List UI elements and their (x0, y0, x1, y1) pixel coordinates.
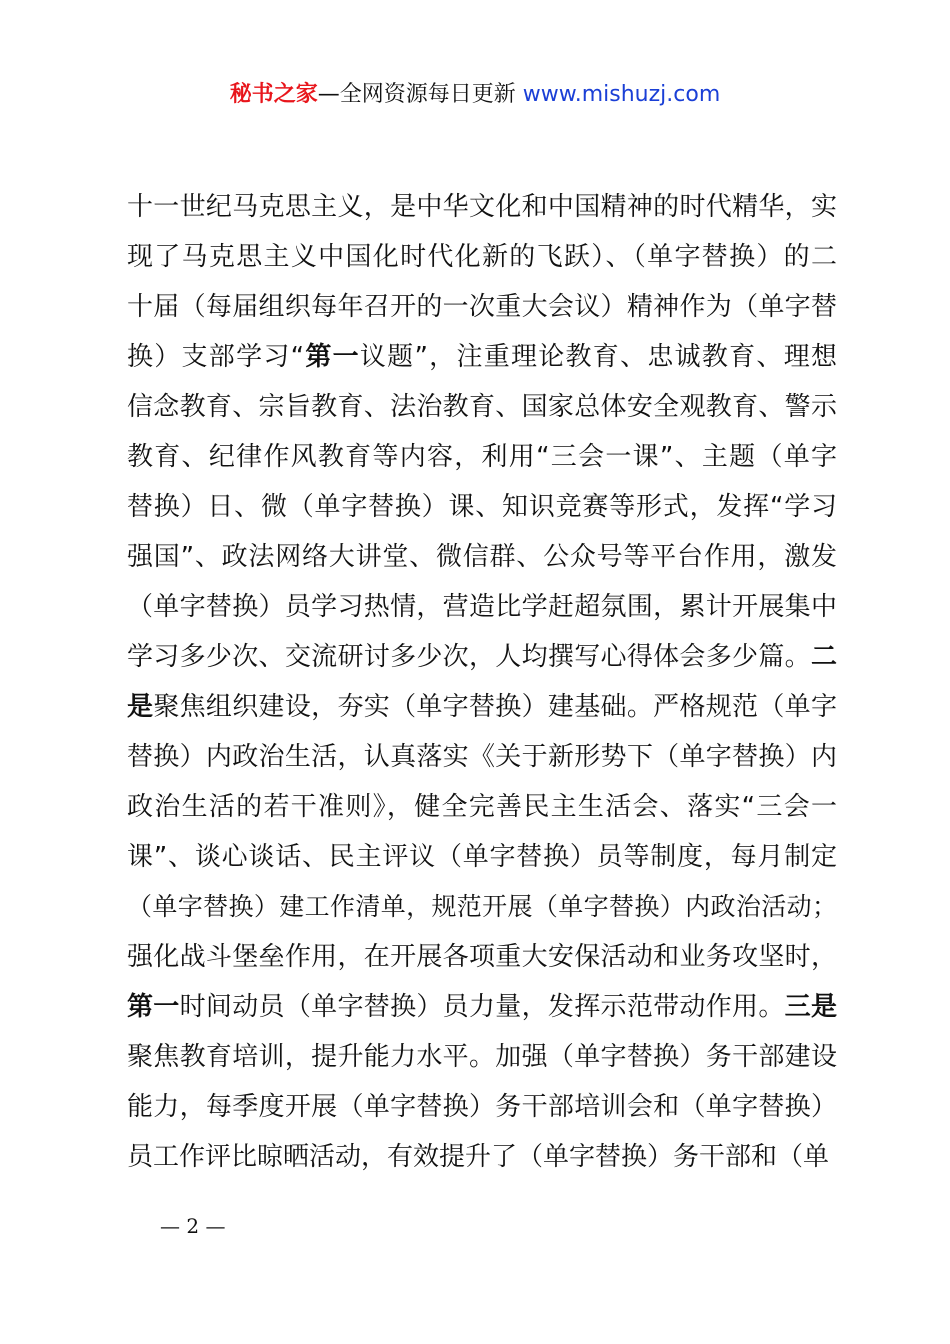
document-body (127, 182, 837, 1182)
text-run: （单字替换）建工作清单，规范开展（单字替换）内政治活动； (127, 892, 837, 921)
body-line (127, 632, 837, 682)
body-line (127, 682, 837, 732)
text-run: 学习多少次、交流研讨多少次，人均撰写心得体会多少篇。 (127, 642, 811, 672)
site-brand: 秘书之家 (229, 82, 318, 107)
text-run: 十一世纪马克思主义，是中华文化和中国精神的时代精华，实 (127, 192, 837, 222)
text-run: 课”、谈心谈话、民主评议（单字替换）员等制度，每月制定 (127, 842, 837, 872)
text-run: 十届（每届组织每年召开的一次重大会议）精神作为（单字替 (127, 292, 837, 322)
body-line (127, 982, 837, 1032)
text-run: 现了马克思主义中国化时代化新的飞跃）、（单字替换）的二 (127, 242, 837, 272)
body-line (127, 1032, 837, 1082)
text-run: 替换）日、微（单字替换）课、知识竞赛等形式，发挥“学习 (127, 492, 837, 522)
page-number: — 2 — (160, 1214, 226, 1238)
text-run: 换）支部学习“ (127, 342, 305, 372)
bold-text-run: 第一 (304, 342, 360, 372)
body-line (127, 182, 837, 232)
bold-text-run: 是 (127, 692, 154, 722)
body-line (127, 932, 837, 982)
text-run: 教育、纪律作风教育等内容，利用“三会一课”、主题（单字 (127, 442, 837, 472)
body-line (127, 782, 837, 832)
body-line (127, 832, 837, 882)
body-line (127, 482, 837, 532)
body-line (127, 332, 837, 382)
bold-text-run: 第一 (127, 992, 180, 1022)
text-run: 议题”，注重理论教育、忠诚教育、理想 (359, 342, 837, 372)
body-line (127, 1132, 837, 1182)
text-run: 强国”、政法网络大讲堂、微信群、公众号等平台作用，激发 (127, 542, 837, 572)
body-line (127, 882, 837, 932)
bold-text-run: 二 (810, 642, 837, 672)
text-run: 政治生活的若干准则》，健全完善民主生活会、落实“三会一 (127, 792, 837, 822)
text-run: 时间动员（单字替换）员力量，发挥示范带动作用。 (179, 992, 785, 1022)
text-run: 信念教育、宗旨教育、法治教育、国家总体安全观教育、警示 (127, 392, 837, 422)
site-url-link[interactable]: www.mishuzj.com (522, 82, 721, 107)
text-run: 替换）内政治生活，认真落实《关于新形势下（单字替换）内 (127, 742, 837, 772)
text-run: （单字替换）员学习热情，营造比学赶超氛围，累计开展集中 (127, 592, 837, 622)
body-line (127, 282, 837, 332)
body-line (127, 532, 837, 582)
body-line (127, 432, 837, 482)
body-line (127, 1082, 837, 1132)
body-line (127, 232, 837, 282)
text-run: 聚焦组织建设，夯实（单字替换）建基础。严格规范（单字 (153, 692, 837, 722)
text-run: 聚焦教育培训，提升能力水平。加强（单字替换）务干部建设 (127, 1042, 837, 1072)
text-run: 能力，每季度开展（单字替换）务干部培训会和（单字替换） (127, 1092, 837, 1122)
text-run: 强化战斗堡垒作用，在开展各项重大安保活动和业务攻坚时， (127, 942, 837, 972)
body-line (127, 382, 837, 432)
body-line (127, 732, 837, 782)
bold-text-run: 三是 (784, 992, 837, 1022)
site-tagline: —全网资源每日更新 (317, 82, 523, 107)
body-line (127, 582, 837, 632)
text-run: 员工作评比晾晒活动，有效提升了（单字替换）务干部和（单 (127, 1142, 830, 1172)
site-header (0, 80, 950, 110)
